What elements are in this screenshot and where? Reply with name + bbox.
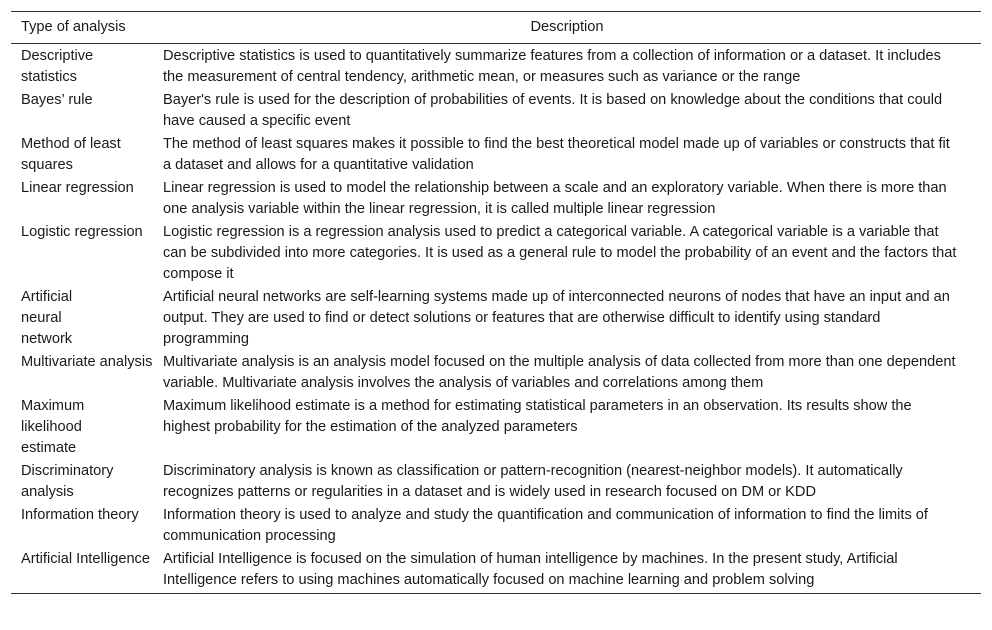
analysis-type-cell: Information theory (21, 507, 139, 523)
table-row (11, 176, 981, 220)
description-cell: Discriminatory analysis is known as classification or pattern-recognition (nearest-neighbor models). It automatically recognizes patterns or regularities in a dataset and is widely used in research focused on DM or KDD (163, 463, 903, 500)
analysis-type-cell: Artificial neural network (21, 289, 73, 347)
description-cell: Artificial neural networks are self-learning systems made up of interconnected neurons of nodes that have an input and an output. They are used to find or detect solutions or features that are otherwise difficult to identify using standard programming (163, 289, 950, 347)
description-cell: Logistic regression is a regression analysis used to predict a categorical variable. A categorical variable is a variable that can be subdivided into more categories. It is used as a general rule to model the probability of an event and the factors that compose it (163, 224, 957, 282)
analysis-type-cell: Descriptive statistics (21, 48, 94, 85)
table-row (11, 350, 981, 394)
analysis-type-cell: Multivariate analysis (21, 354, 153, 370)
table-row (11, 547, 981, 594)
table-row (11, 285, 981, 350)
table-body (11, 44, 981, 594)
table-row (11, 220, 981, 285)
description-cell: Linear regression is used to model the relationship between a scale and an exploratory variable. When there is more than one analysis variable within the linear regression, it is called multiple linear regression (163, 180, 947, 217)
table-row (11, 44, 981, 89)
description-cell: Artificial Intelligence is focused on the simulation of human intelligence by machines. In the present study, Artificial Intelligence refers to using machines automatically focused on machine learning and problem solving (163, 551, 898, 588)
description-cell: Bayer's rule is used for the description of probabilities of events. It is based on knowledge about the conditions that could have caused a specific event (163, 92, 943, 129)
analysis-type-cell: Artificial Intelligence (21, 551, 150, 567)
analysis-type-cell: Discriminatory analysis (21, 463, 114, 500)
analysis-type-cell: Linear regression (21, 180, 134, 196)
analysis-type-cell: Logistic regression (21, 224, 143, 240)
table-row (11, 394, 981, 459)
description-cell: Maximum likelihood estimate is a method for estimating statistical parameters in an observation. Its results show the highest probability for the estimation of the analyzed parameters (163, 398, 912, 435)
analysis-type-cell: Bayes’ rule (21, 92, 93, 108)
table-row (11, 459, 981, 503)
description-cell: The method of least squares makes it possible to find the best theoretical model made up of variables or constructs that fit a dataset and allows for a quantitative validation (163, 136, 950, 173)
description-cell: Multivariate analysis is an analysis model focused on the multiple analysis of data collected from more than one dependent variable. Multivariate analysis involves the analysis of variables and correlations among them (163, 354, 956, 391)
header-type-of-analysis: Type of analysis (21, 19, 126, 35)
table-row (11, 503, 981, 547)
header-row (11, 12, 981, 44)
analysis-types-table (11, 11, 981, 594)
analysis-type-cell: Maximum likelihood estimate (21, 398, 85, 456)
analysis-type-cell: Method of least squares (21, 136, 121, 173)
header-description: Description (530, 19, 604, 35)
table-row (11, 132, 981, 176)
description-cell: Descriptive statistics is used to quantitatively summarize features from a collection of information or a dataset. It includes the measurement of central tendency, arithmetic mean, or measures such as variance or the range (163, 48, 941, 85)
table-row (11, 88, 981, 132)
table-header (11, 12, 981, 44)
description-cell: Information theory is used to analyze and study the quantification and communication of information to find the limits of communication processing (163, 507, 928, 544)
